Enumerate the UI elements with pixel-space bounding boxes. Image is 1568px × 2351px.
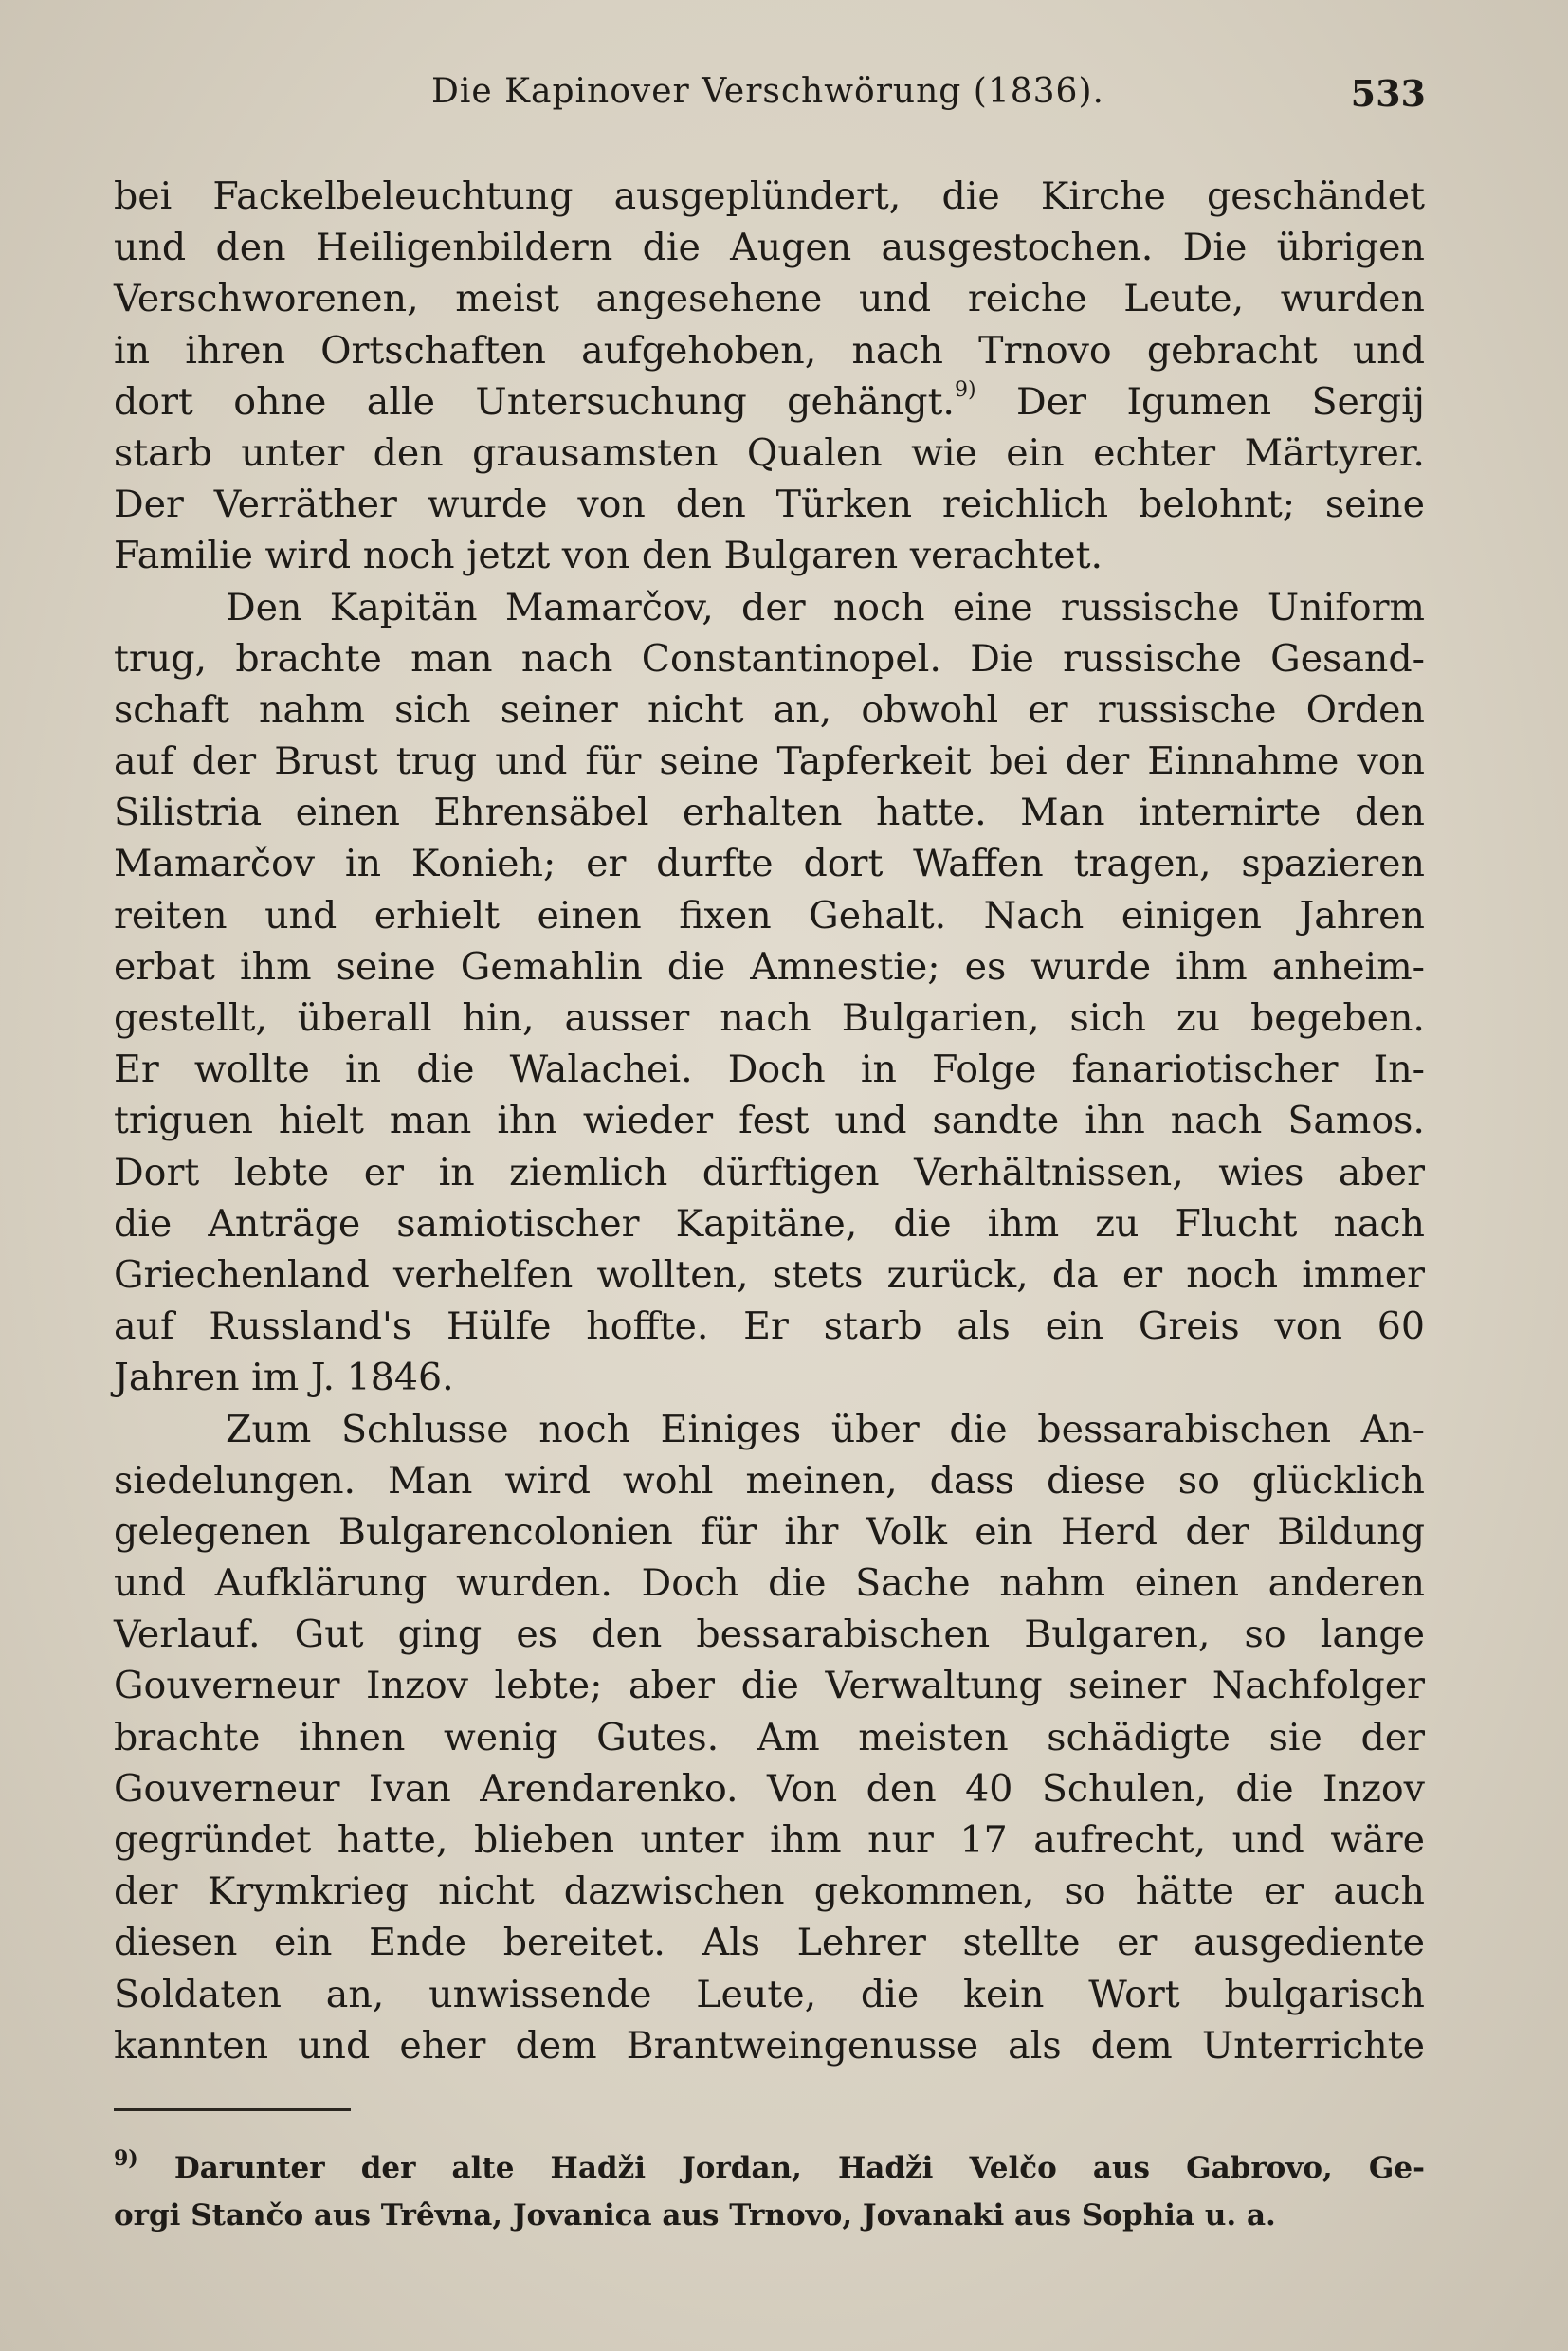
text-line: Verschworenen, meist angesehene und reiche Leute, wurden <box>114 277 1425 321</box>
text-line: kannten und eher dem Brantweingenusse als dem Unterrichte <box>114 2023 1425 2068</box>
text-line: Dort lebte er in ziemlich dürftigen Verhältnissen, wies aber <box>114 1150 1425 1194</box>
body-text <box>114 171 1425 2071</box>
text-line: die Anträge samiotischer Kapitäne, die ihm zu Flucht nach <box>114 1201 1425 1246</box>
text-line: in ihren Ortschaften aufgehoben, nach Trnovo gebracht und <box>114 328 1425 373</box>
text-segment: Der Igumen Sergij <box>975 379 1425 424</box>
footnotes <box>114 2144 1425 2239</box>
footnote-reference: 9) <box>955 377 976 402</box>
page-header <box>114 64 1426 121</box>
paragraph-start-line: Zum Schlusse noch Einiges über die bessarabischen An- <box>226 1407 1425 1451</box>
text-line: Der Verräther wurde von den Türken reichlich belohnt; seine <box>114 483 1425 527</box>
text-line: der Krymkrieg nicht dazwischen gekommen, so hätte er auch <box>114 1869 1425 1914</box>
text-line: Griechenland verhelfen wollten, stets zurück, da er noch immer <box>114 1252 1425 1297</box>
text-line: schaft nahm sich seiner nicht an, obwohl er russische Orden <box>114 687 1425 732</box>
running-title: Die Kapinover Verschwörung (1836). <box>431 72 1104 111</box>
text-line: Gouverneur Ivan Arendarenko. Von den 40 Schulen, die Inzov <box>114 1766 1425 1811</box>
text-line: Familie wird noch jetzt von den Bulgaren verachtet. <box>114 534 1103 578</box>
text-line: und den Heiligenbildern die Augen ausgestochen. Die übrigen <box>114 226 1425 270</box>
text-line: gestellt, überall hin, ausser nach Bulgarien, sich zu begeben. <box>114 996 1425 1040</box>
text-line: Gouverneur Inzov lebte; aber die Verwaltung seiner Nachfolger <box>114 1664 1425 1708</box>
text-line: Verlauf. Gut ging es den bessarabischen Bulgaren, so lange <box>114 1613 1425 1657</box>
footnote-line: orgi Stančo aus Trêvna, Jovanica aus Trnovo, Jovanaki aus Sophia u. a. <box>114 2198 1276 2233</box>
text-line: Er wollte in die Walachei. Doch in Folge fanariotischer In- <box>114 1048 1425 1092</box>
paragraph-start-line: Den Kapitän Mamarčov, der noch eine russische Uniform <box>226 585 1425 629</box>
text-line: Jahren im J. 1846. <box>114 1356 454 1400</box>
text-line: diesen ein Ende bereitet. Als Lehrer stellte er ausgediente <box>114 1921 1425 1965</box>
footnote-marker: 9) <box>114 2146 138 2171</box>
page-number: 533 <box>1350 72 1426 115</box>
text-line: gelegenen Bulgarencolonien für ihr Volk ein Herd der Bildung <box>114 1509 1425 1554</box>
footnote-text: Darunter der alte Hadži Jordan, Hadži Velčo aus Gabrovo, Ge- <box>137 2151 1425 2185</box>
text-line: Soldaten an, unwissende Leute, die kein Wort bulgarisch <box>114 1972 1425 2016</box>
text-line: und Aufklärung wurden. Doch die Sache nahm einen anderen <box>114 1561 1425 1606</box>
footnote-divider <box>114 2108 351 2111</box>
text-line: Mamarčov in Konieh; er durfte dort Waffen tragen, spazieren <box>114 842 1425 886</box>
text-line: brachte ihnen wenig Gutes. Am meisten schädigte sie der <box>114 1715 1425 1759</box>
text-line: triguen hielt man ihn wieder fest und sandte ihn nach Samos. <box>114 1099 1425 1143</box>
text-line: gegründet hatte, blieben unter ihm nur 17 aufrecht, und wäre <box>114 1818 1425 1862</box>
text-line: starb unter den grausamsten Qualen wie ein echter Märtyrer. <box>114 430 1425 475</box>
text-line: auf der Brust trug und für seine Tapferkeit bei der Einnahme von <box>114 739 1425 784</box>
text-line: erbat ihm seine Gemahlin die Amnestie; es wurde ihm anheim- <box>114 944 1425 989</box>
text-line: auf Russland's Hülfe hoffte. Er starb als ein Greis von 60 <box>114 1304 1425 1349</box>
text-line: Silistria einen Ehrensäbel erhalten hatte. Man internirte den <box>114 791 1425 835</box>
text-line: trug, brachte man nach Constantinopel. Die russische Gesand- <box>114 636 1425 681</box>
text-line: bei Fackelbeleuchtung ausgeplündert, die Kirche geschändet <box>114 174 1425 218</box>
text-line: reiten und erhielt einen fixen Gehalt. Nach einigen Jahren <box>114 893 1425 938</box>
text-segment: dort ohne alle Untersuchung gehängt. <box>114 379 955 424</box>
footnote-line <box>114 2144 1425 2192</box>
text-line: siedelungen. Man wird wohl meinen, dass diese so glücklich <box>114 1458 1425 1503</box>
text-line-with-footnote-ref <box>114 376 1425 428</box>
